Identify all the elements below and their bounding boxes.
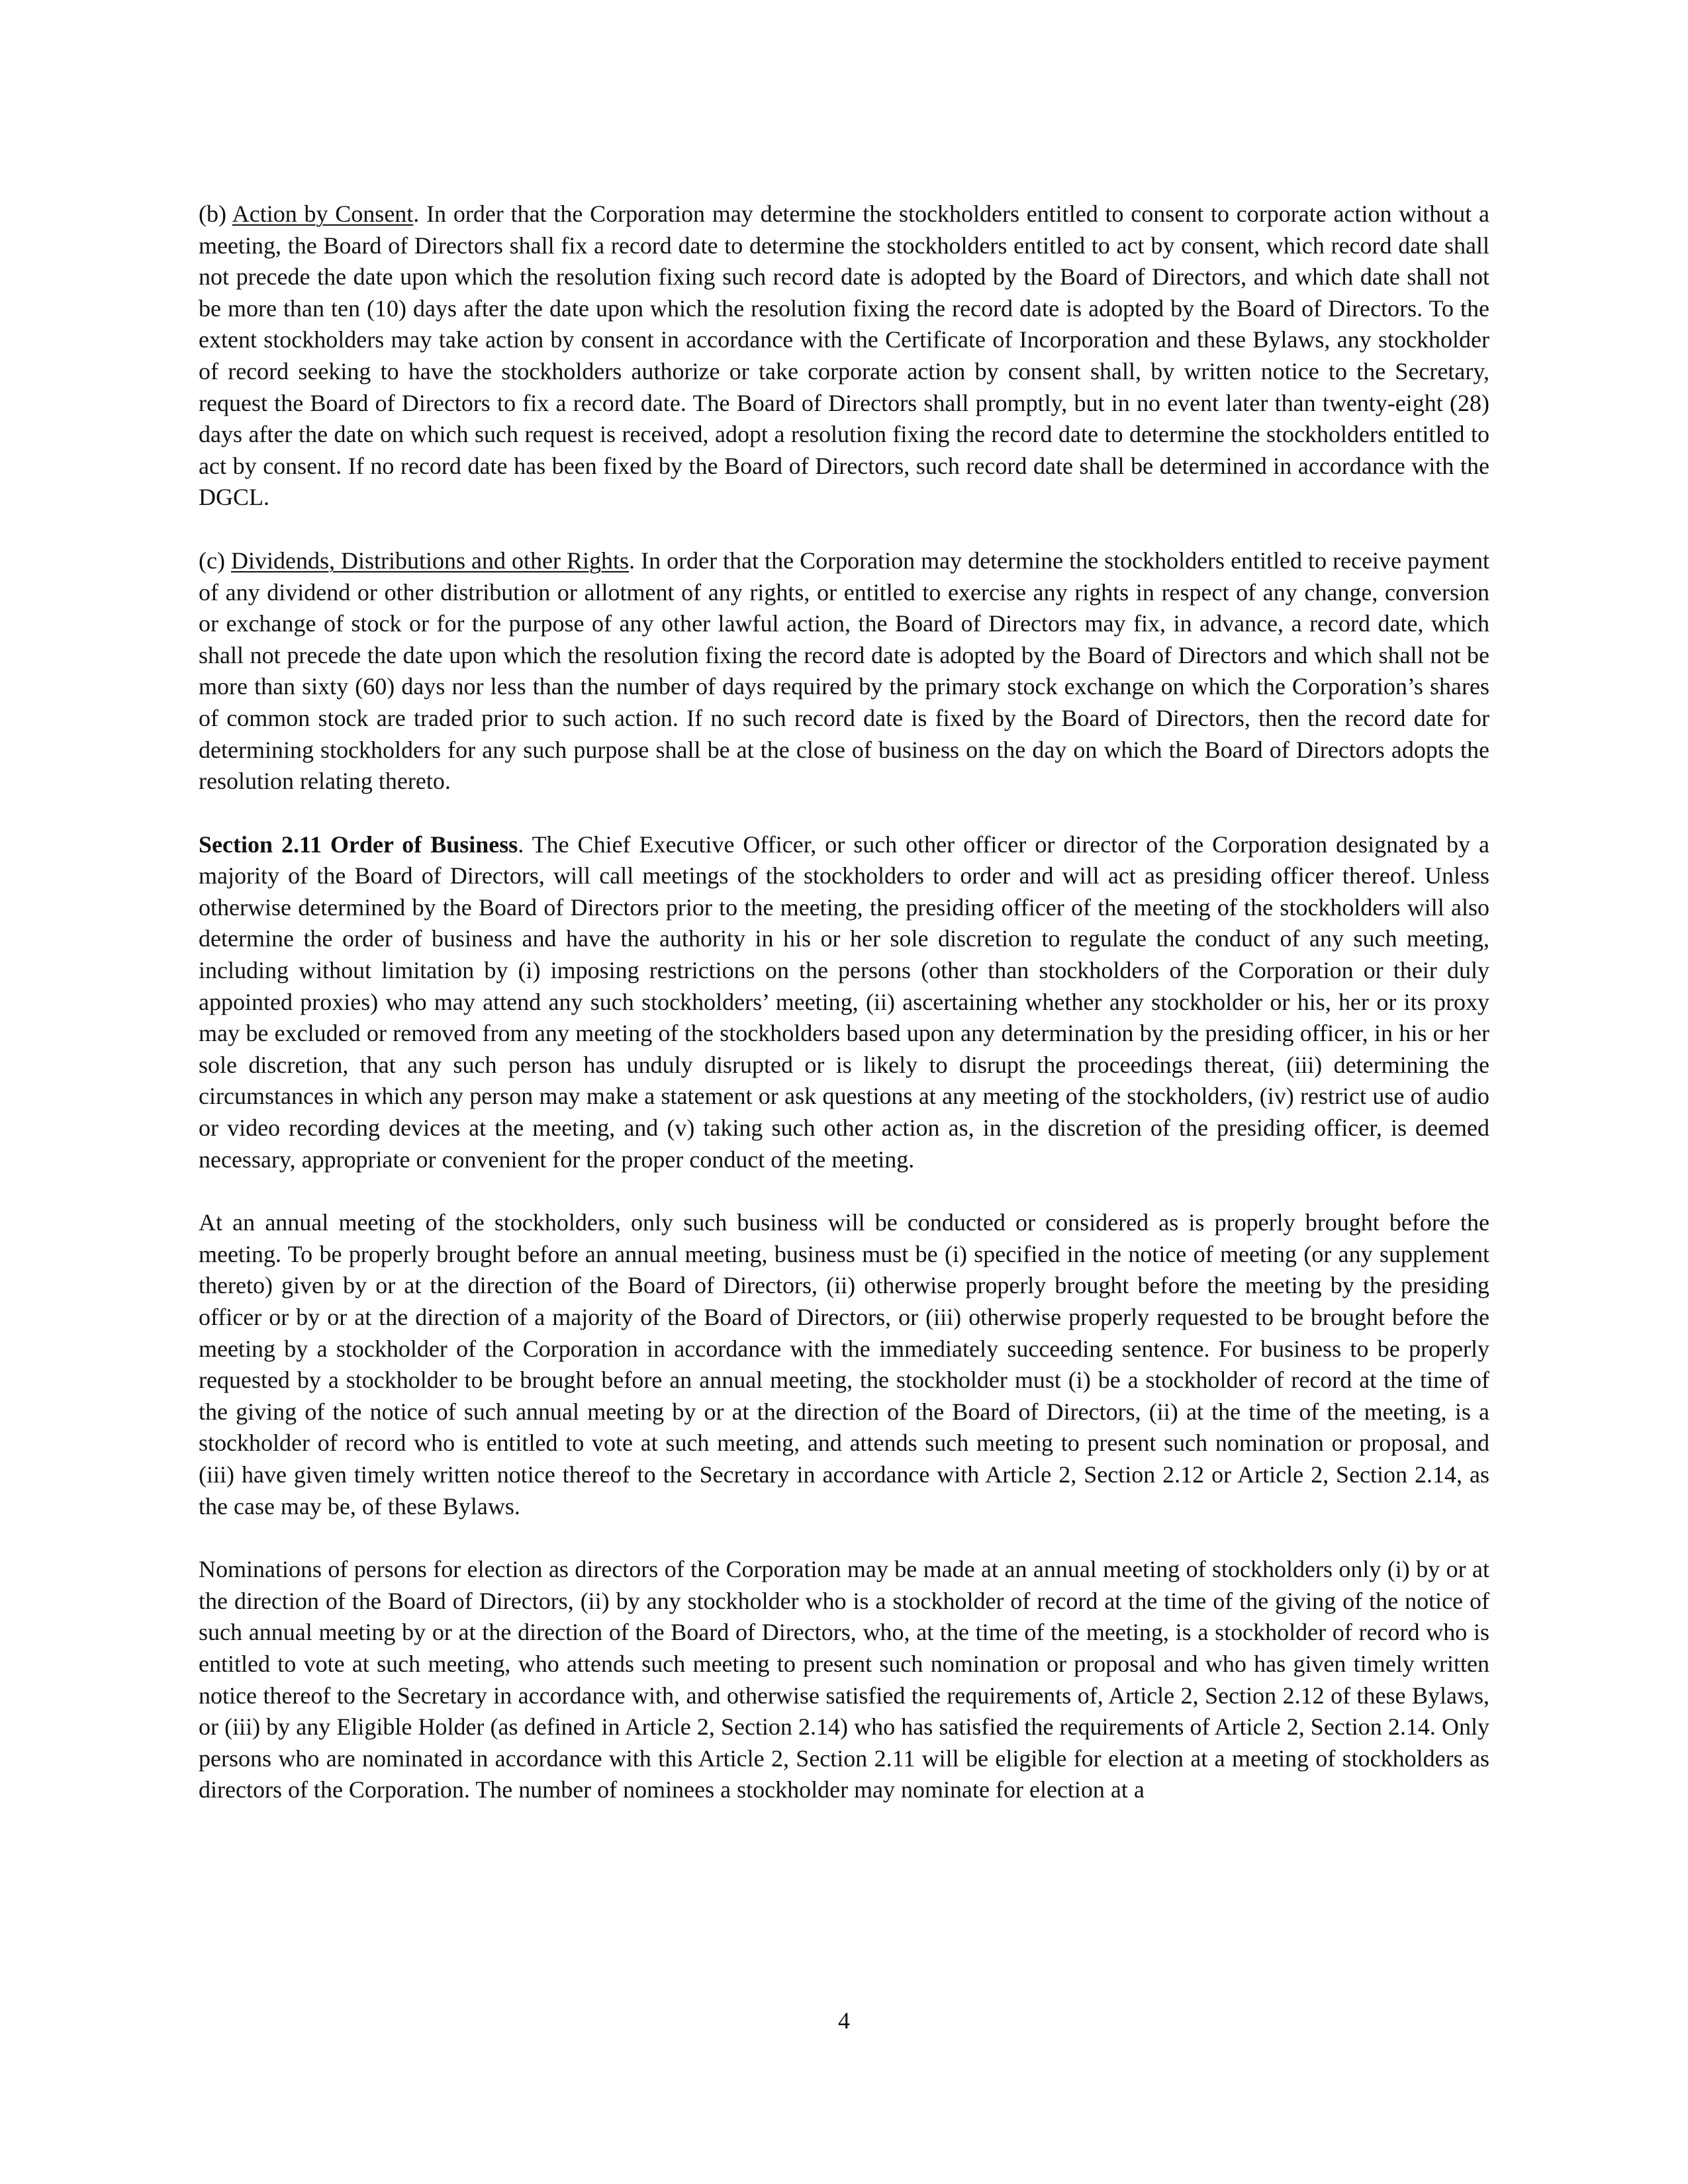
paragraph-b-action-by-consent	[199, 199, 1489, 514]
paragraph-annual-meeting: At an annual meeting of the stockholders, only such business will be conducted or considered as is properly brought before the meeting. To be properly brought before an annual meeting, business must be (i) specified in the notice of meeting (or any supplement thereto) given by or at the direction of the Board of Directors, (ii) otherwise properly brought before the meeting by the presiding officer or by or at the direction of a majority of the Board of Directors, or (iii) otherwise properly requested to be brought before the meeting by a stockholder of the Corporation in accordance with the immediately succeeding sentence. For business to be properly requested by a stockholder to be brought before an annual meeting, the stockholder must (i) be a stockholder of record at the time of the giving of the notice of such annual meeting by or at the direction of the Board of Directors, (ii) at the time of the meeting, is a stockholder of record who is entitled to vote at such meeting, and attends such meeting to present such nomination or proposal, and (iii) have given timely written notice thereof to the Secretary in accordance with Article 2, Section 2.12 or Article 2, Section 2.14, as the case may be, of these Bylaws.	[199, 1209, 1489, 1520]
paragraph-c-dividends	[199, 545, 1489, 797]
paragraph-text: . In order that the Corporation may determine the stockholders entitled to receive payment of any dividend or other distribution or allotment of any rights, or entitled to exercise any rights in respect of any change, conversion or exchange of stock or for the purpose of any other lawful action, the Board of Directors may fix, in advance, a record date, which shall not precede the date upon which the resolution fixing the record date is adopted by the Board of Directors and which shall not be more than sixty (60) days nor less than the number of days required by the primary stock exchange on which the Corporation’s shares of common stock are traded prior to such action. If no such record date is fixed by the Board of Directors, then the record date for determining stockholders for any such purpose shall be at the close of business on the day on which the Board of Directors adopts the resolution relating thereto.	[199, 547, 1489, 795]
paragraph-label: (b)	[199, 201, 232, 227]
page-number: 4	[838, 2007, 850, 2034]
subsection-heading: Action by Consent	[232, 201, 414, 227]
section-2-11-order-of-business	[199, 829, 1489, 1176]
section-heading: Section 2.11 Order of Business	[199, 831, 518, 858]
paragraph-text: . In order that the Corporation may determine the stockholders entitled to consent to corporate action without a meeting, the Board of Directors shall fix a record date to determine the stockholders entitled to act by consent, which record date shall not precede the date upon which the resolution fixing such record date is adopted by the Board of Directors, and which date shall not be more than ten (10) days after the date upon which the resolution fixing the record date is adopted by the Board of Directors. To the extent stockholders may take action by consent in accordance with the Certificate of Incorporation and these Bylaws, any stockholder of record seeking to have the stockholders authorize or take corporate action by consent shall, by written notice to the Secretary, request the Board of Directors to fix a record date. The Board of Directors shall promptly, but in no event later than twenty-eight (28) days after the date on which such request is received, adopt a resolution fixing the record date to determine the stockholders entitled to act by consent. If no record date has been fixed by the Board of Directors, such record date shall be determined in accordance with the DGCL.	[199, 201, 1489, 511]
subsection-heading: Dividends, Distributions and other Rights	[230, 547, 630, 574]
paragraph-label: (c)	[199, 547, 231, 574]
paragraph-text: . The Chief Executive Officer, or such other officer or director of the Corporation designated by a majority of the Board of Directors, will call meetings of the stockholders to order and will act as presiding officer thereof. Unless otherwise determined by the Board of Directors prior to the meeting, the presiding officer of the meeting of the stockholders will also determine the order of business and have the authority in his or her sole discretion to regulate the conduct of any such meeting, including without limitation by (i) imposing restrictions on the persons (other than stockholders of the Corporation or their duly appointed proxies) who may attend any such stockholders’ meeting, (ii) ascertaining whether any stockholder or his, her or its proxy may be excluded or removed from any meeting of the stockholders based upon any determination by the presiding officer, in his or her sole discretion, that any such person has unduly disrupted or is likely to disrupt the proceedings thereat, (iii) determining the circumstances in which any person may make a statement or ask questions at any meeting of the stockholders, (iv) restrict use of audio or video recording devices at the meeting, and (v) taking such other action as, in the discretion of the presiding officer, is deemed necessary, appropriate or convenient for the proper conduct of the meeting.	[199, 831, 1489, 1173]
paragraph-nominations: Nominations of persons for election as directors of the Corporation may be made at an annual meeting of stockholders only (i) by or at the direction of the Board of Directors, (ii) by any stockholder who is a stockholder of record at the time of the giving of the notice of such annual meeting by or at the direction of the Board of Directors, who, at the time of the meeting, is a stockholder of record who is entitled to vote at such meeting, who attends such meeting to present such nomination or proposal and who has given timely written notice thereof to the Secretary in accordance with, and otherwise satisfied the requirements of, Article 2, Section 2.12 of these Bylaws, or (iii) by any Eligible Holder (as defined in Article 2, Section 2.14) who has satisfied the requirements of Article 2, Section 2.14. Only persons who are nominated in accordance with this Article 2, Section 2.11 will be eligible for election at a meeting of stockholders as directors of the Corporation. The number of nominees a stockholder may nominate for election at a	[199, 1556, 1489, 1803]
document-page	[199, 199, 1489, 1838]
